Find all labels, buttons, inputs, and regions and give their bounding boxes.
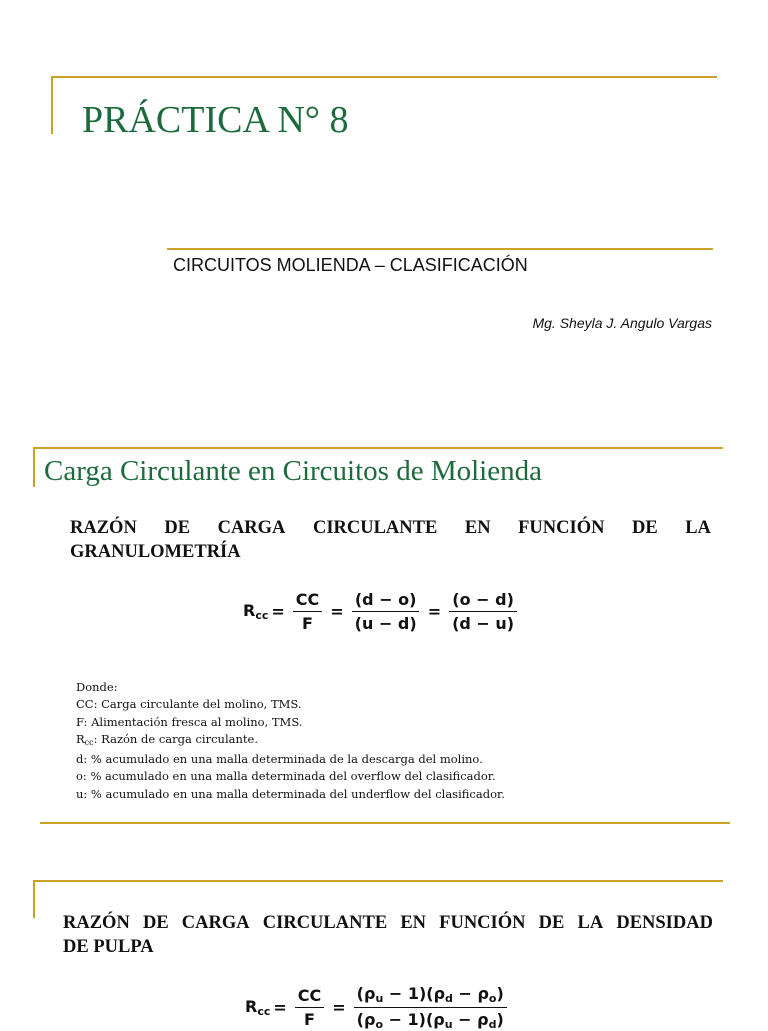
fraction-denominator: $(\rho_o - 1)(\rho_u - \rho_d)$ [356, 1010, 504, 1031]
heading-word: CIRCULANTE [312, 518, 438, 538]
slide3-heading [63, 911, 713, 959]
definition-f: F: Alimentación fresca al molino, TMS. [76, 714, 303, 729]
fraction-denominator: (d − u) [452, 614, 515, 633]
slide1-left-rule [51, 76, 53, 134]
heading-word: CARGA [181, 913, 250, 933]
fraction-numerator: (d − o) [352, 590, 420, 612]
formula-lhs-sub: cc [255, 609, 269, 622]
slide2-heading [70, 516, 711, 564]
formula-equals: = [271, 602, 285, 621]
slide3-heading-line2: DE PULPA [63, 937, 154, 957]
heading-word: DE [631, 518, 658, 538]
formula-fraction-cc-f [293, 590, 322, 633]
heading-word: DE [538, 913, 565, 933]
slide2-top-rule [33, 447, 723, 449]
heading-word: CARGA [217, 518, 286, 538]
heading-word: DE [142, 913, 169, 933]
fraction-denominator: F [304, 1010, 315, 1029]
fraction-numerator: $(\rho_u - 1)(\rho_d - \rho_o)$ [354, 984, 507, 1008]
slide2-title: Carga Circulante en Circuitos de Molienda [44, 455, 542, 487]
formula-fraction-do-ud [352, 590, 420, 633]
definition-o: o: % acumulado en una malla determinada del overflow del clasificador. [76, 769, 496, 784]
slide3-heading-line1 [63, 911, 713, 935]
slide1-title: PRÁCTICA N° 8 [82, 99, 349, 141]
definition-rcc: $R_{cc}$: Razón de carga circulante. [76, 731, 258, 747]
slide1-subtitle-rule [167, 248, 713, 250]
definitions-list [76, 679, 505, 803]
heading-word: LA [685, 518, 711, 538]
definition-u: u: % acumulado en una malla determinada del underflow del clasificador. [76, 786, 505, 801]
heading-word: LA [577, 913, 604, 933]
fraction-numerator: CC [295, 986, 324, 1008]
slide2-bottom-rule [40, 822, 730, 824]
slide2-left-rule [33, 447, 35, 487]
formula-lhs-sub: cc [257, 1005, 271, 1018]
definition-intro: Donde: [76, 680, 118, 694]
fraction-numerator: CC [293, 590, 322, 612]
slide2-heading-line2: GRANULOMETRÍA [70, 542, 241, 562]
heading-word: DE [164, 518, 191, 538]
slide1-author: Mg. Sheyla J. Angulo Vargas [532, 315, 712, 331]
heading-word: FUNCIÓN [518, 518, 605, 538]
formula-lhs: $R_{cc}$ [245, 997, 271, 1018]
fraction-numerator: (o − d) [449, 590, 517, 612]
heading-word: FUNCIÓN [439, 913, 526, 933]
heading-word: RAZÓN [63, 913, 130, 933]
slide2-heading-line1 [70, 516, 711, 540]
slide1-subtitle: CIRCUITOS MOLIENDA – CLASIFICACIÓN [173, 255, 528, 275]
formula-equals: = [330, 602, 344, 621]
fraction-denominator: F [302, 614, 313, 633]
heading-word: EN [400, 913, 427, 933]
slide3-top-rule [33, 880, 723, 882]
formula-fraction-od-du [449, 590, 517, 633]
formula-equals: = [427, 602, 442, 621]
heading-word: EN [464, 518, 491, 538]
formula-fraction-cc-f [295, 986, 324, 1029]
formula-granulometry [243, 590, 522, 633]
slide3-left-rule [33, 880, 35, 918]
formula-equals: = [332, 998, 346, 1017]
heading-word: CIRCULANTE [262, 913, 388, 933]
slide1-top-rule [51, 76, 717, 78]
definition-cc: CC: Carga circulante del molino, TMS. [76, 697, 302, 712]
fraction-denominator: (u − d) [354, 614, 417, 633]
heading-word: DENSIDAD [616, 913, 713, 933]
definition-d: d: % acumulado en una malla determinada de la descarga del molino. [76, 752, 483, 767]
formula-lhs: $R_{cc}$ [243, 601, 269, 622]
formula-equals: = [273, 998, 287, 1017]
heading-word: RAZÓN [70, 518, 137, 538]
